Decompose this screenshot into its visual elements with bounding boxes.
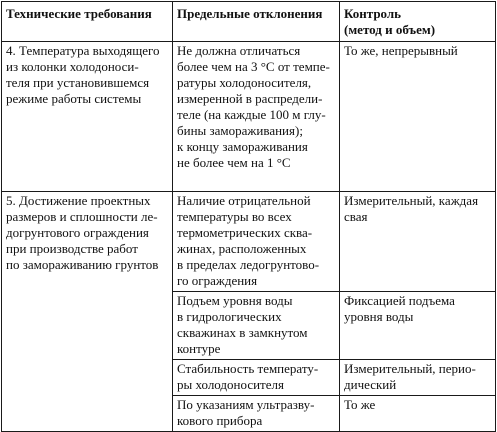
table-header-row	[2, 2, 496, 42]
control-cell: Фиксацией подъема уровня воды	[340, 292, 496, 360]
control-cell: Измерительный, перио- дический	[340, 360, 496, 396]
header-deviations: Предельные отклонения	[173, 2, 340, 42]
deviation-cell: По указаниям ультразву- кового прибора	[173, 396, 340, 432]
deviation-cell: Подъем уровня воды в гидрологических скважинах в замкнутом контуре	[173, 292, 340, 360]
header-control: Контроль (метод и объем)	[340, 2, 496, 42]
document-page	[1, 1, 495, 432]
control-cell: То же	[340, 396, 496, 432]
requirement-cell: 4. Температура выходящего из колонки холодоноси- теля при установившемся режиме работы системы	[2, 42, 173, 192]
control-cell: Измерительный, каждая свая	[340, 192, 496, 292]
requirement-cell: 5. Достижение проектных размеров и сплошности ле- догрунтового ограждения при производстве работ по замораживанию грунтов	[2, 192, 173, 432]
header-requirements: Технические требования	[2, 2, 173, 42]
requirements-table	[1, 1, 496, 432]
control-cell: То же, непрерывный	[340, 42, 496, 192]
deviation-cell: Не должна отличаться более чем на 3 °С от темпе- ратуры холодоносителя, измеренной в распредели- теле (на каждые 100 м глу- бины замораживания); к концу замораживания не более чем на 1 °С	[173, 42, 340, 192]
deviation-cell: Стабильность температу- ры холодоносителя	[173, 360, 340, 396]
table-row	[2, 42, 496, 192]
deviation-cell: Наличие отрицательной температуры во всех термометрических сква- жинах, расположенных в пределах ледогрунтово- го ограждения	[173, 192, 340, 292]
table-row	[2, 192, 496, 292]
